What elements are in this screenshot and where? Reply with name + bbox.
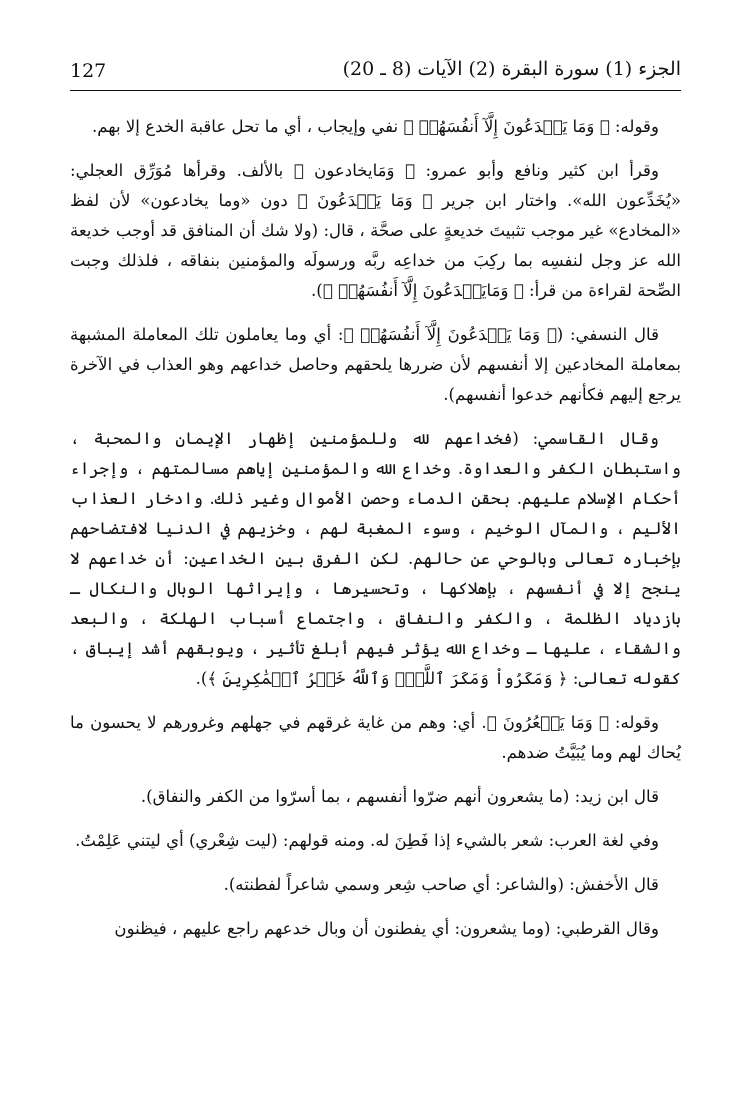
paragraph-6: قال ابن زيد: (ما يشعرون أنهم ضرّوا أنفسهم ، بما أسرّوا من الكفر والنفاق). bbox=[140, 787, 659, 806]
page-header bbox=[70, 56, 681, 91]
paragraph-8: قال الأخفش: (والشاعر: أي صاحب شِعر وسمي شاعراً لفطنته). bbox=[223, 875, 659, 894]
paragraph-2: وقرأ ابن كثير ونافع وأبو عمرو: ﴿ وَمَايخادعون ﴾ بالألف. وقرأها مُوَرِّق العجلي: «يُخَدِّعون الله». واختار ابن جرير ﴿ وَمَا يَخۡدَعُونَ ﴾ دون «وما يخادعون» لأن لفظ «المخادع» غير موجب تثبيتَ خديعةٍ على صحَّة ، قال: (ولا شك أن المنافق قد أوجب خديعة الله عز وجل لنفسِه بما ركِبَ من خداعِه ربَّه ورسولَه والمؤمنين بنفاقه ، فلذلك وجبت الصِّحة لقراءة من قرأ: ﴿ وَمَايَخۡدَعُونَ إِلَّآ أَنفُسَهُمۡ ﴾). bbox=[70, 161, 681, 300]
paragraph-1: وقوله: ﴿ وَمَا يَخۡدَعُونَ إِلَّآ أَنفُسَهُمۡ ﴾ نفي وإيجاب ، أي ما تحل عاقبة الخدع إلا بهم. bbox=[91, 117, 659, 136]
paragraph-9: وقال القرطبي: (وما يشعرون: أي يفطنون أن وبال خدعهم راجع عليهم ، فيظنون bbox=[114, 919, 659, 938]
paragraph-4: وقال القاسمي: (فخداعهم لله وللمؤمنين إظهار الإيمان والمحبة ، واستبطان الكفر والعداوة. وخداع الله والمؤمنين إياهم مسالمتهم ، وإجراء أحكام الإسلام عليهم. بحقن الدماء وحصن الأموال وغير ذلك. وادخار العذاب الأليم ، والمآل الوخيم ، وسوء المغبة لهم ، وخزيهم في الدنيا لافتضاحهم بإخباره تعالى وبالوحي عن حالهم. لكن الفرق بين الخداعين: أن خداعهم لا ينجح إلا في أنفسهم ، بإهلاكها ، وتحسيرها ، وإيراثها الوبال والنكال ـ بازدياد الظلمة ، والكفر والنفاق ، واجتماع أسباب الهلكة ، والبعد والشقاء ، عليها ـ وخداع الله يؤثر فيهم أبلغ تأثير ، ويوبقهم أشد إيباق ، كقوله تعالى: ﴿ وَمَكَرُواْ وَمَكَرَ ٱللَّهُۖ وَٱللَّهُ خَيۡرُ ٱلۡمَٰكِرِينَ ﴾). bbox=[70, 429, 681, 688]
paragraph-3: قال النسفي: (﴿ وَمَا يَخۡدَعُونَ إِلَّآ أَنفُسَهُمۡ ﴾: أي وما يعاملون تلك المعاملة المشبهة بمعاملة المخادعين إلا أنفسهم لأن ضررها يلحقهم وحاصل خداعهم وهو العذاب في الآخرة يرجع إليهم فكأنهم خدعوا أنفسهم). bbox=[70, 325, 681, 404]
running-title: الجزء (1) سورة البقرة (2) الآيات (8 ـ 20) bbox=[342, 58, 681, 80]
page-number: 127 bbox=[70, 60, 107, 82]
paragraph-5: وقوله: ﴿ وَمَا يَشۡعُرُونَ ﴾. أي: وهم من غاية غرقهم في جهلهم وغرورهم لا يحسون ما يُحاك لهم وما يُبَيَّتُ ضدهم. bbox=[70, 713, 681, 762]
page-body bbox=[70, 112, 681, 944]
paragraph-7: وفي لغة العرب: شعر بالشيء إذا فَطِنَ له. ومنه قولهم: (ليت شِعْري) أي ليتني عَلِمْتُ. bbox=[75, 831, 659, 850]
